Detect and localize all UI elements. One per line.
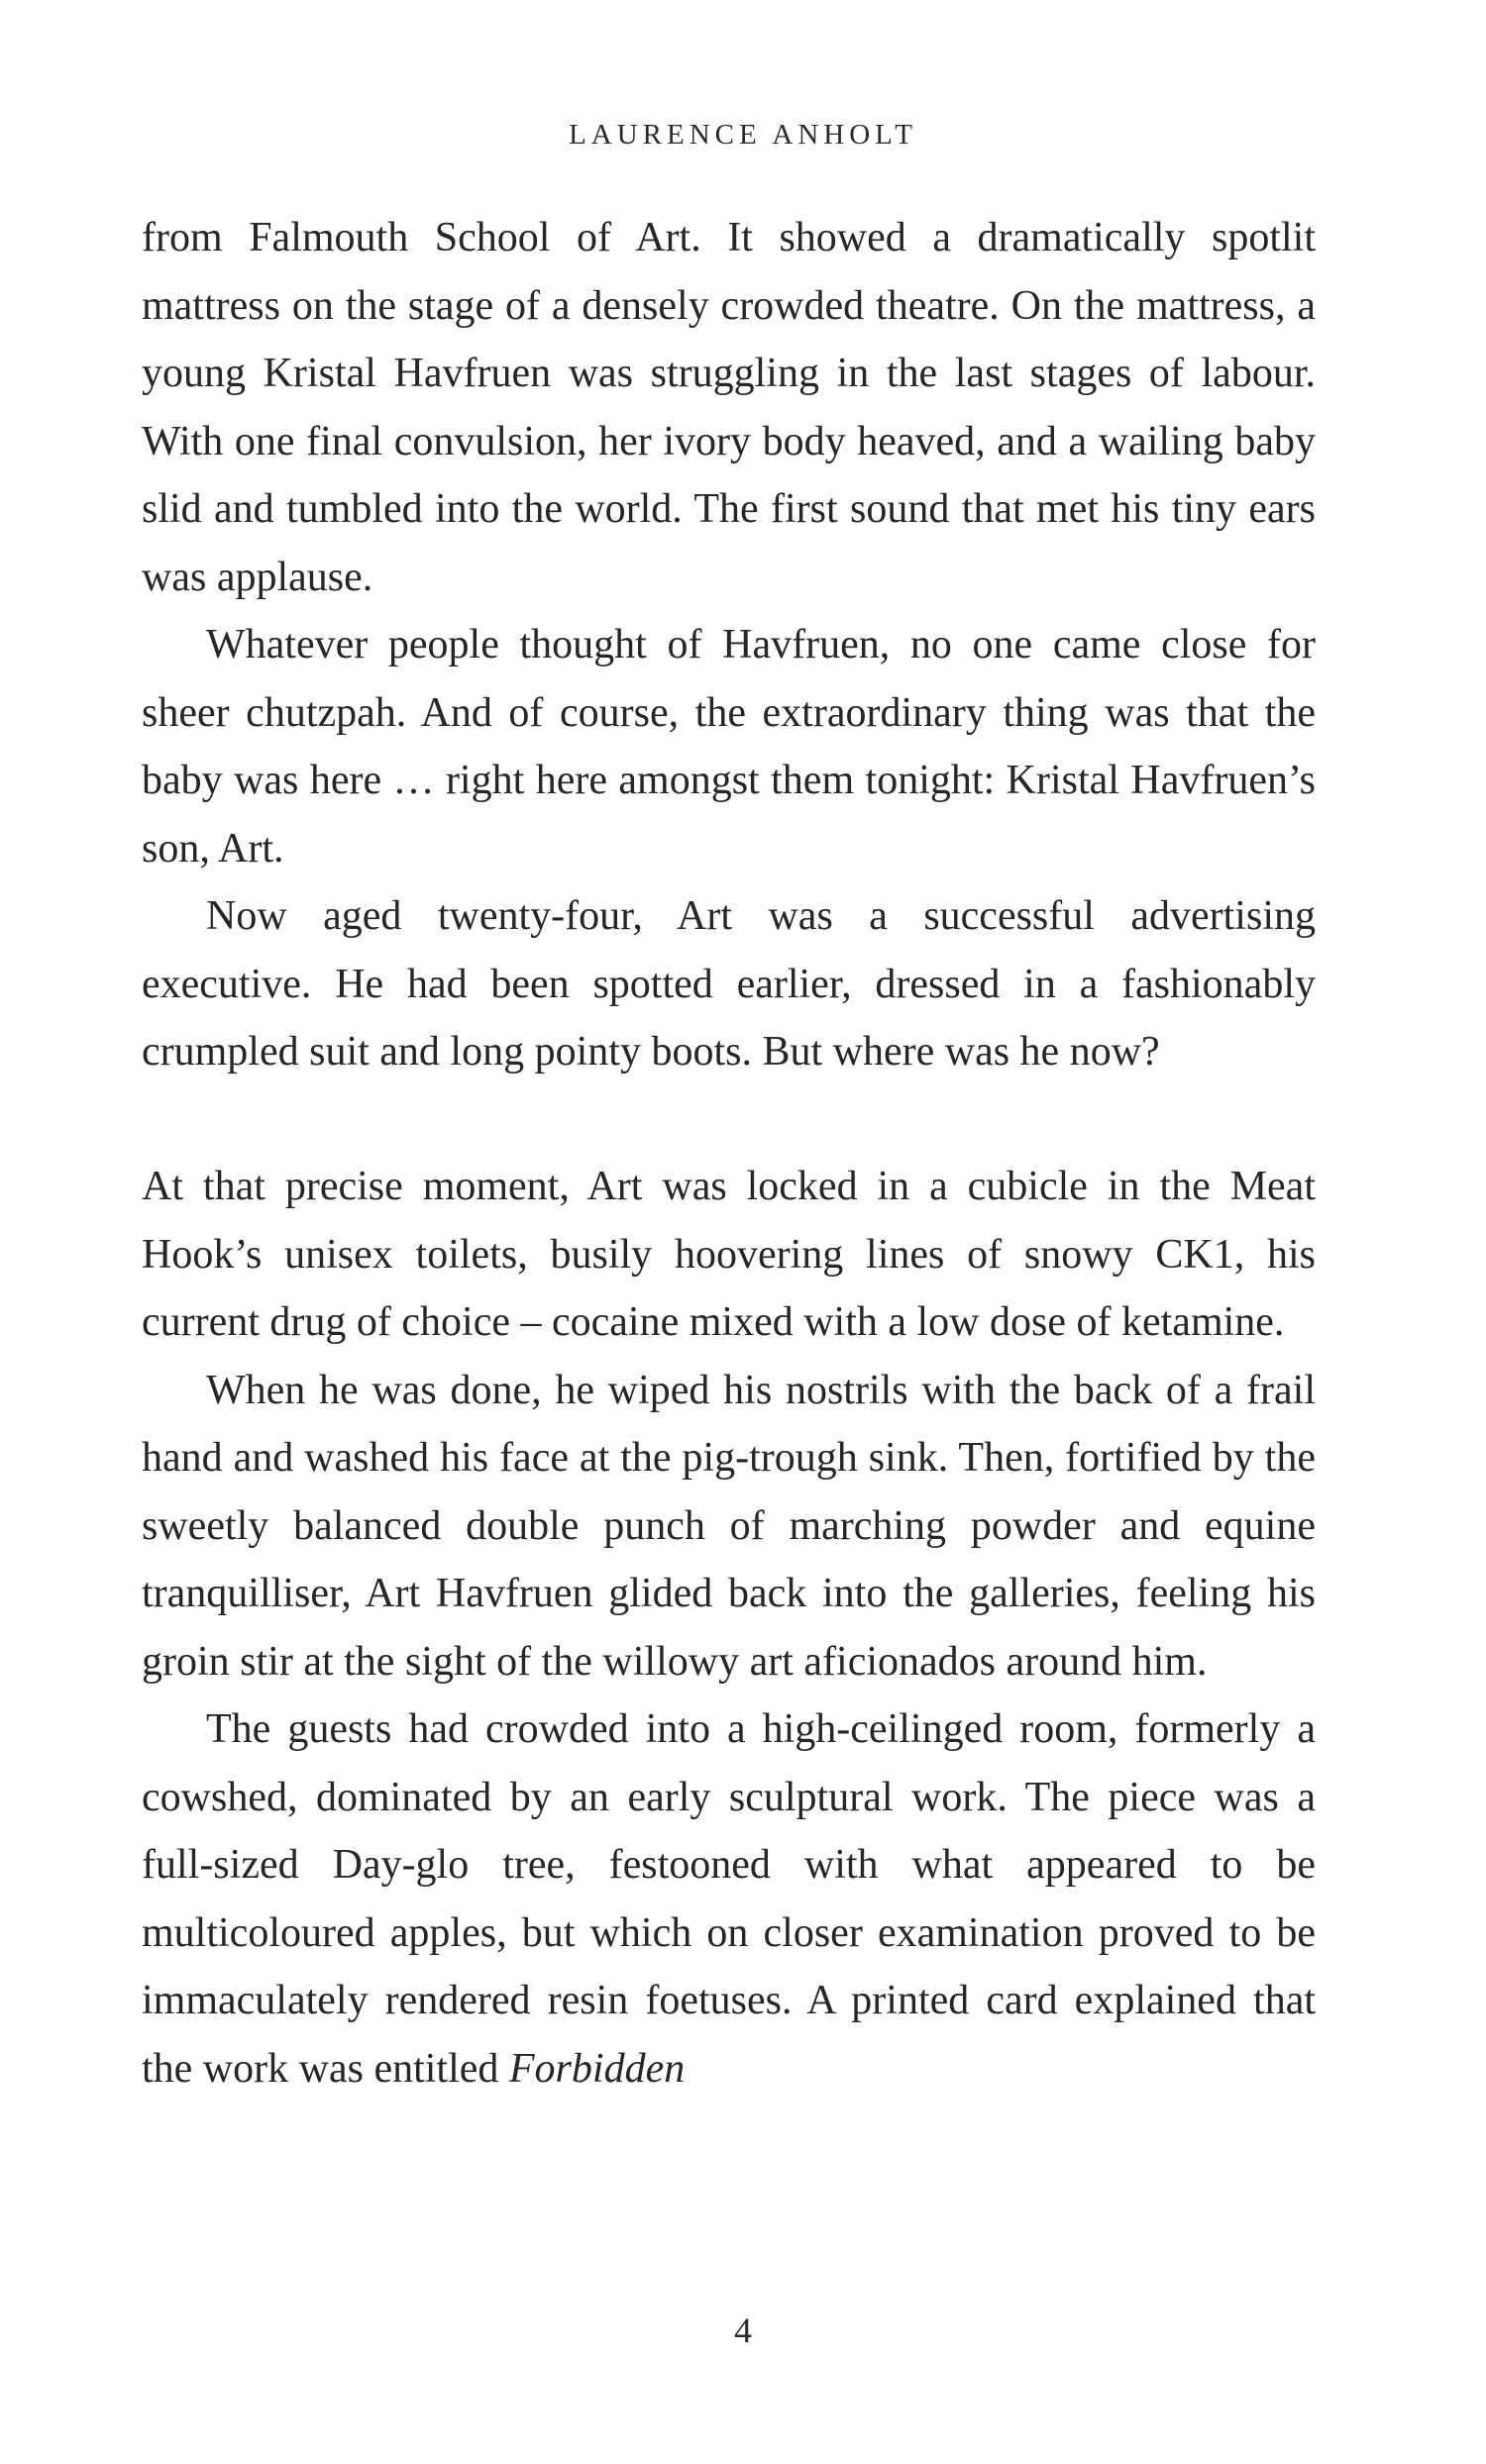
paragraph — [142, 1695, 1316, 2103]
paragraph: When he was done, he wiped his nostrils with the back of a frail hand and washed his face at the pig-trough sink. Then, fortified by the sweetly balanced double punch of marching powder and equine tranquilliser, Art Havfruen glided back into the galleries, feeling his groin stir at the sight of the willowy art aficionados around him. — [142, 1367, 1316, 1685]
body-text-section-2 — [142, 1153, 1316, 2103]
paragraph: At that precise moment, Art was locked in a cubicle in the Meat Hook’s unisex toilets, busily hoovering lines of snowy CK1, his current drug of choice – cocaine mixed with a low dose of ketamine. — [142, 1164, 1316, 1345]
paragraph: Whatever people thought of Havfruen, no one came close for sheer chutzpah. And of course, the extraordinary thing was that the baby was here … right here amongst them tonight: Kristal Havfruen’s son, Art. — [142, 622, 1316, 872]
artwork-title-italic: Forbidden — [508, 2045, 686, 2092]
paragraph-text: The guests had crowded into a high-ceilinged room, formerly a cowshed, dominated by an early sculptural work. The piece was a full-sized Day-glo tree, festooned with what appeared to be multicoloured apples, but which on closer examination proved to be immaculately rendered resin foetuses. A printed card explained that the work was entitled — [142, 1706, 1316, 2092]
paragraph: from Falmouth School of Art. It showed a dramatically spotlit mattress on the stage of a densely crowded theatre. On the mattress, a young Kristal Havfruen was struggling in the last stages of labour. With one final convulsion, her ivory body heaved, and a wailing baby slid and tumbled into the world. The first sound that met his tiny ears was applause. — [142, 215, 1316, 600]
body-text-section-1 — [142, 204, 1316, 1086]
page-number: 4 — [734, 2310, 752, 2350]
running-head: LAURENCE ANHOLT — [569, 119, 917, 151]
paragraph: Now aged twenty-four, Art was a successful advertising executive. He had been spotted earlier, dressed in a fashionably crumpled suit and long pointy boots. But where was he now? — [142, 893, 1316, 1075]
